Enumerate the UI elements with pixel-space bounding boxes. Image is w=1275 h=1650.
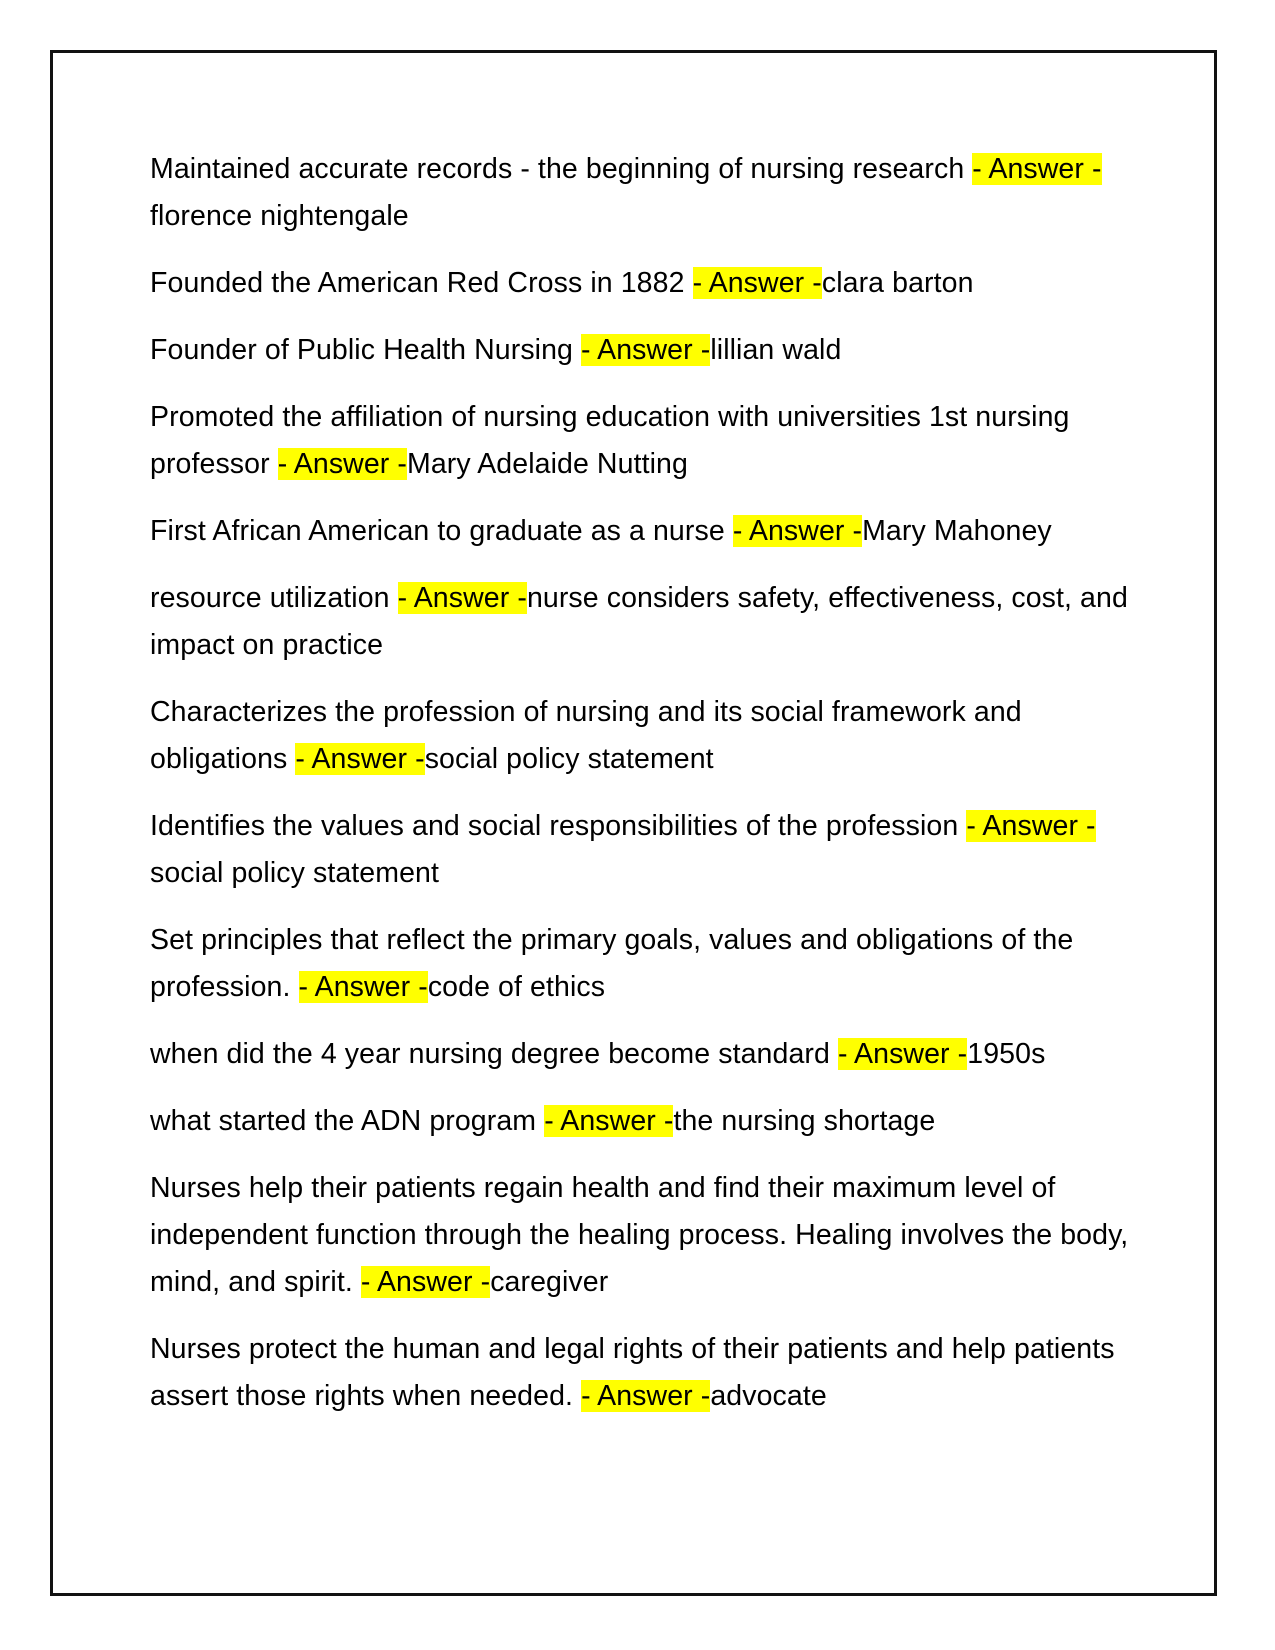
question-text: Founder of Public Health Nursing (150, 334, 574, 366)
answer-marker: - Answer - (397, 582, 527, 614)
flashcard-item (150, 394, 1130, 488)
flashcard-item (150, 689, 1130, 783)
answer-text: Mary Mahoney (862, 515, 1052, 547)
answer-marker: - Answer - (692, 267, 822, 299)
flashcard-item (150, 260, 1130, 307)
answer-text: clara barton (821, 267, 974, 299)
question-text: Identifies the values and social responsibilities of the profession (150, 810, 959, 842)
flashcard-item (150, 917, 1130, 1011)
answer-marker: - Answer - (277, 448, 408, 480)
answer-marker: - Answer - (966, 810, 1096, 842)
answer-text: lillian wald (710, 334, 842, 366)
flashcard-item (150, 1098, 1130, 1145)
answer-text: social policy statement (424, 743, 714, 775)
question-text: resource utilization (150, 582, 390, 614)
question-text: when did the 4 year nursing degree become standard (150, 1038, 830, 1070)
flashcard-item (150, 803, 1130, 897)
answer-marker: - Answer - (972, 153, 1102, 185)
flashcard-list (150, 146, 1130, 1440)
question-text: what started the ADN program (150, 1105, 537, 1137)
answer-marker: - Answer - (581, 1380, 711, 1412)
question-text: Founded the American Red Cross in 1882 (150, 267, 685, 299)
question-text: First African American to graduate as a nurse (150, 515, 725, 547)
answer-marker: - Answer - (581, 334, 711, 366)
answer-marker: - Answer - (360, 1266, 491, 1298)
answer-marker: - Answer - (837, 1038, 968, 1070)
question-text: Nurses help their patients regain health and find their maximum level of independent function through the healing process. Healing involves the body, mind, and spirit. (150, 1172, 1129, 1298)
answer-text: the nursing shortage (673, 1105, 936, 1137)
answer-marker: - Answer - (544, 1105, 674, 1137)
answer-marker: - Answer - (732, 515, 863, 547)
answer-marker: - Answer - (298, 971, 428, 1003)
answer-text: social policy statement (150, 857, 440, 889)
answer-text: 1950s (967, 1038, 1046, 1070)
question-text: Set principles that reflect the primary goals, values and obligations of the profession. (150, 924, 1074, 1003)
flashcard-item (150, 508, 1130, 555)
question-text: Maintained accurate records - the beginning of nursing research (150, 153, 965, 185)
answer-marker: - Answer - (295, 743, 425, 775)
answer-text: advocate (710, 1380, 827, 1412)
flashcard-item (150, 1326, 1130, 1420)
flashcard-item (150, 327, 1130, 374)
answer-text: caregiver (490, 1266, 609, 1298)
question-text: Characterizes the profession of nursing and its social framework and obligations (150, 696, 1022, 775)
flashcard-item (150, 1165, 1130, 1306)
answer-text: Mary Adelaide Nutting (407, 448, 688, 480)
question-text: Nurses protect the human and legal rights of their patients and help patients assert those rights when needed. (150, 1333, 1115, 1412)
answer-text: nurse considers safety, effectiveness, cost, and impact on practice (150, 582, 1128, 661)
question-text: Promoted the affiliation of nursing education with universities 1st nursing professor (150, 401, 1070, 480)
flashcard-item (150, 146, 1130, 240)
answer-text: code of ethics (427, 971, 606, 1003)
flashcard-item (150, 575, 1130, 669)
flashcard-item (150, 1031, 1130, 1078)
answer-text: florence nightengale (150, 200, 409, 232)
